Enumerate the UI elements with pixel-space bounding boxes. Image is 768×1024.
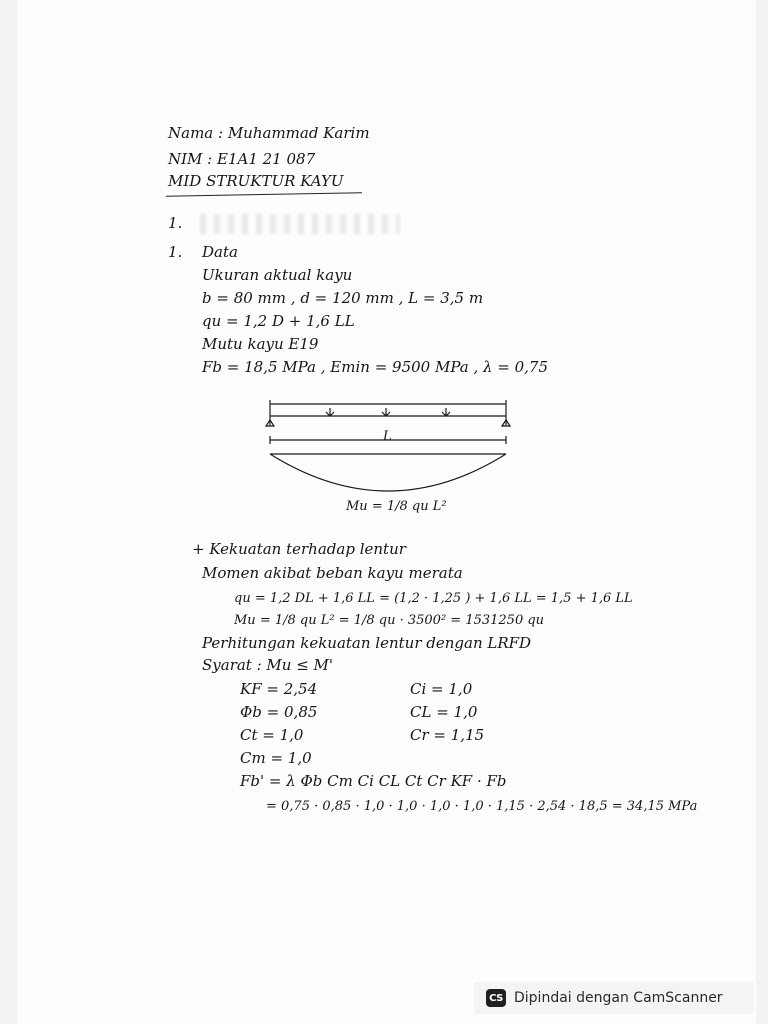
factor-kf: KF = 2,54: [240, 680, 318, 698]
data-line-2: b = 80 mm , d = 120 mm , L = 3,5 m: [202, 289, 484, 307]
lrfd-line: Perhitungan kekuatan lentur dengan LRFD: [202, 634, 532, 652]
name-line: Nama : Muhammad Karim: [168, 124, 370, 142]
struck-number: 1.: [168, 214, 183, 232]
condition-line: Syarat : Mu ≤ M': [202, 656, 334, 674]
data-label: Data: [202, 243, 238, 261]
moment-subheading: Momen akibat beban kayu merata: [202, 564, 463, 582]
flexure-heading: + Kekuatan terhadap lentur: [192, 540, 406, 558]
camscanner-text: Dipindai dengan CamScanner: [514, 990, 723, 1006]
camscanner-logo-icon: CS: [486, 989, 506, 1007]
problem-number: 1.: [168, 243, 183, 261]
span-label: L: [383, 429, 392, 444]
data-line-1: Ukuran aktual kayu: [202, 266, 353, 284]
factor-phib: Φb = 0,85: [240, 703, 318, 721]
fb-formula: Fb' = λ Φb Cm Ci CL Ct Cr KF · Fb: [240, 772, 507, 790]
nim-line: NIM : E1A1 21 087: [168, 150, 316, 168]
data-line-4: Mutu kayu E19: [202, 335, 319, 353]
factor-cl: CL = 1,0: [410, 703, 478, 721]
data-line-3: qu = 1,2 D + 1,6 LL: [202, 312, 355, 330]
factor-ct: Ct = 1,0: [240, 726, 304, 744]
factor-cm: Cm = 1,0: [240, 749, 312, 767]
factor-ci: Ci = 1,0: [410, 680, 473, 698]
course-line: MID STRUKTUR KAYU: [168, 172, 344, 190]
mu-line: Mu = 1/8 qu L² = 1/8 qu · 3500² = 1531250 qu: [234, 613, 545, 628]
moment-label: Mu = 1/8 qu L²: [346, 499, 447, 514]
data-line-5: Fb = 18,5 MPa , Emin = 9500 MPa , λ = 0,75: [202, 358, 549, 376]
qu-line: qu = 1,2 DL + 1,6 LL = (1,2 · 1,25 ) + 1,6 LL = 1,5 + 1,6 LL: [234, 591, 633, 606]
camscanner-badge: [474, 982, 754, 1014]
factor-cr: Cr = 1,15: [410, 726, 485, 744]
fb-result: = 0,75 · 0,85 · 1,0 · 1,0 · 1,0 · 1,0 · 1,15 · 2,54 · 18,5 = 34,15 MPa: [266, 799, 698, 814]
